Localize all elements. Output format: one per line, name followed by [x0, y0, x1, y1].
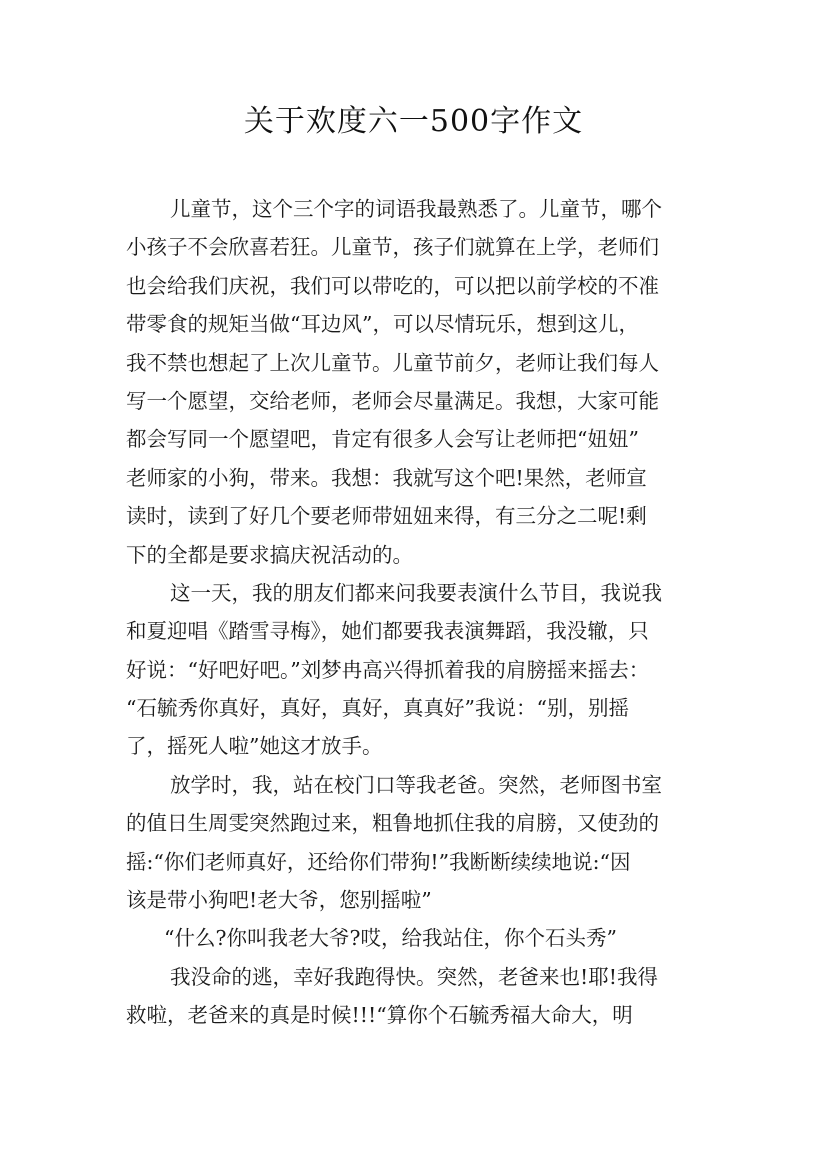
- text-line: 我不禁也想起了上次儿童节。儿童节前夕，老师让我们每人: [126, 350, 659, 375]
- text-line: 小孩子不会欣喜若狂。儿童节，孩子们就算在上学，老师们: [126, 235, 659, 260]
- text-line: 下的全都是要求搞庆祝活动的。: [126, 542, 413, 567]
- text-line: 都会写同一个愿望吧，肯定有很多人会写让老师把“妞妞”: [126, 427, 639, 452]
- text-line: 了，摇死人啦”她这才放手。: [126, 734, 383, 759]
- text-line: 放学时，我，站在校门口等我老爸。突然，老师图书室: [170, 772, 662, 797]
- text-line: “石毓秀你真好，真好，真好，真真好”我说：“别，别摇: [126, 696, 629, 721]
- page-title: 关于欢度六一500字作文: [243, 104, 584, 139]
- text-line: 好说：“好吧好吧。”刘梦冉高兴得抓着我的肩膀摇来摇去：: [126, 657, 650, 682]
- text-line: “什么?你叫我老大爷?哎，给我站住，你个石头秀”: [164, 926, 617, 951]
- text-line: 老师家的小狗，带来。我想：我就写这个吧!果然，老师宣: [126, 465, 647, 490]
- text-line: 和夏迎唱《踏雪寻梅》，她们都要我表演舞蹈，我没辙，只: [126, 619, 649, 644]
- text-line: 的值日生周雯突然跑过来，粗鲁地抓住我的肩膀，又使劲的: [126, 811, 659, 836]
- text-line: 也会给我们庆祝，我们可以带吃的，可以把以前学校的不准: [126, 273, 659, 298]
- text-line: 写一个愿望，交给老师，老师会尽量满足。我想，大家可能: [126, 388, 659, 413]
- text-line: 这一天，我的朋友们都来问我要表演什么节目，我说我: [170, 580, 662, 605]
- text-line: 我没命的逃，幸好我跑得快。突然，老爸来也!耶!我得: [170, 964, 658, 989]
- text-line: 救啦，老爸来的真是时候!!!“算你个石毓秀福大命大，明: [126, 1003, 633, 1028]
- text-line: 带零食的规矩当做“耳边风”，可以尽情玩乐，想到这儿，: [126, 312, 639, 337]
- essay-body: [126, 190, 706, 1035]
- text-line: 儿童节，这个三个字的词语我最熟悉了。儿童节，哪个: [170, 197, 662, 221]
- text-line: 该是带小狗吧!老大爷，您别摇啦”: [126, 888, 432, 913]
- text-line: 摇:“你们老师真好，还给你们带狗!”我断断续续地说:“因: [126, 849, 631, 874]
- text-line: 读时，读到了好几个要老师带妞妞来得，有三分之二呢!剩: [126, 504, 647, 529]
